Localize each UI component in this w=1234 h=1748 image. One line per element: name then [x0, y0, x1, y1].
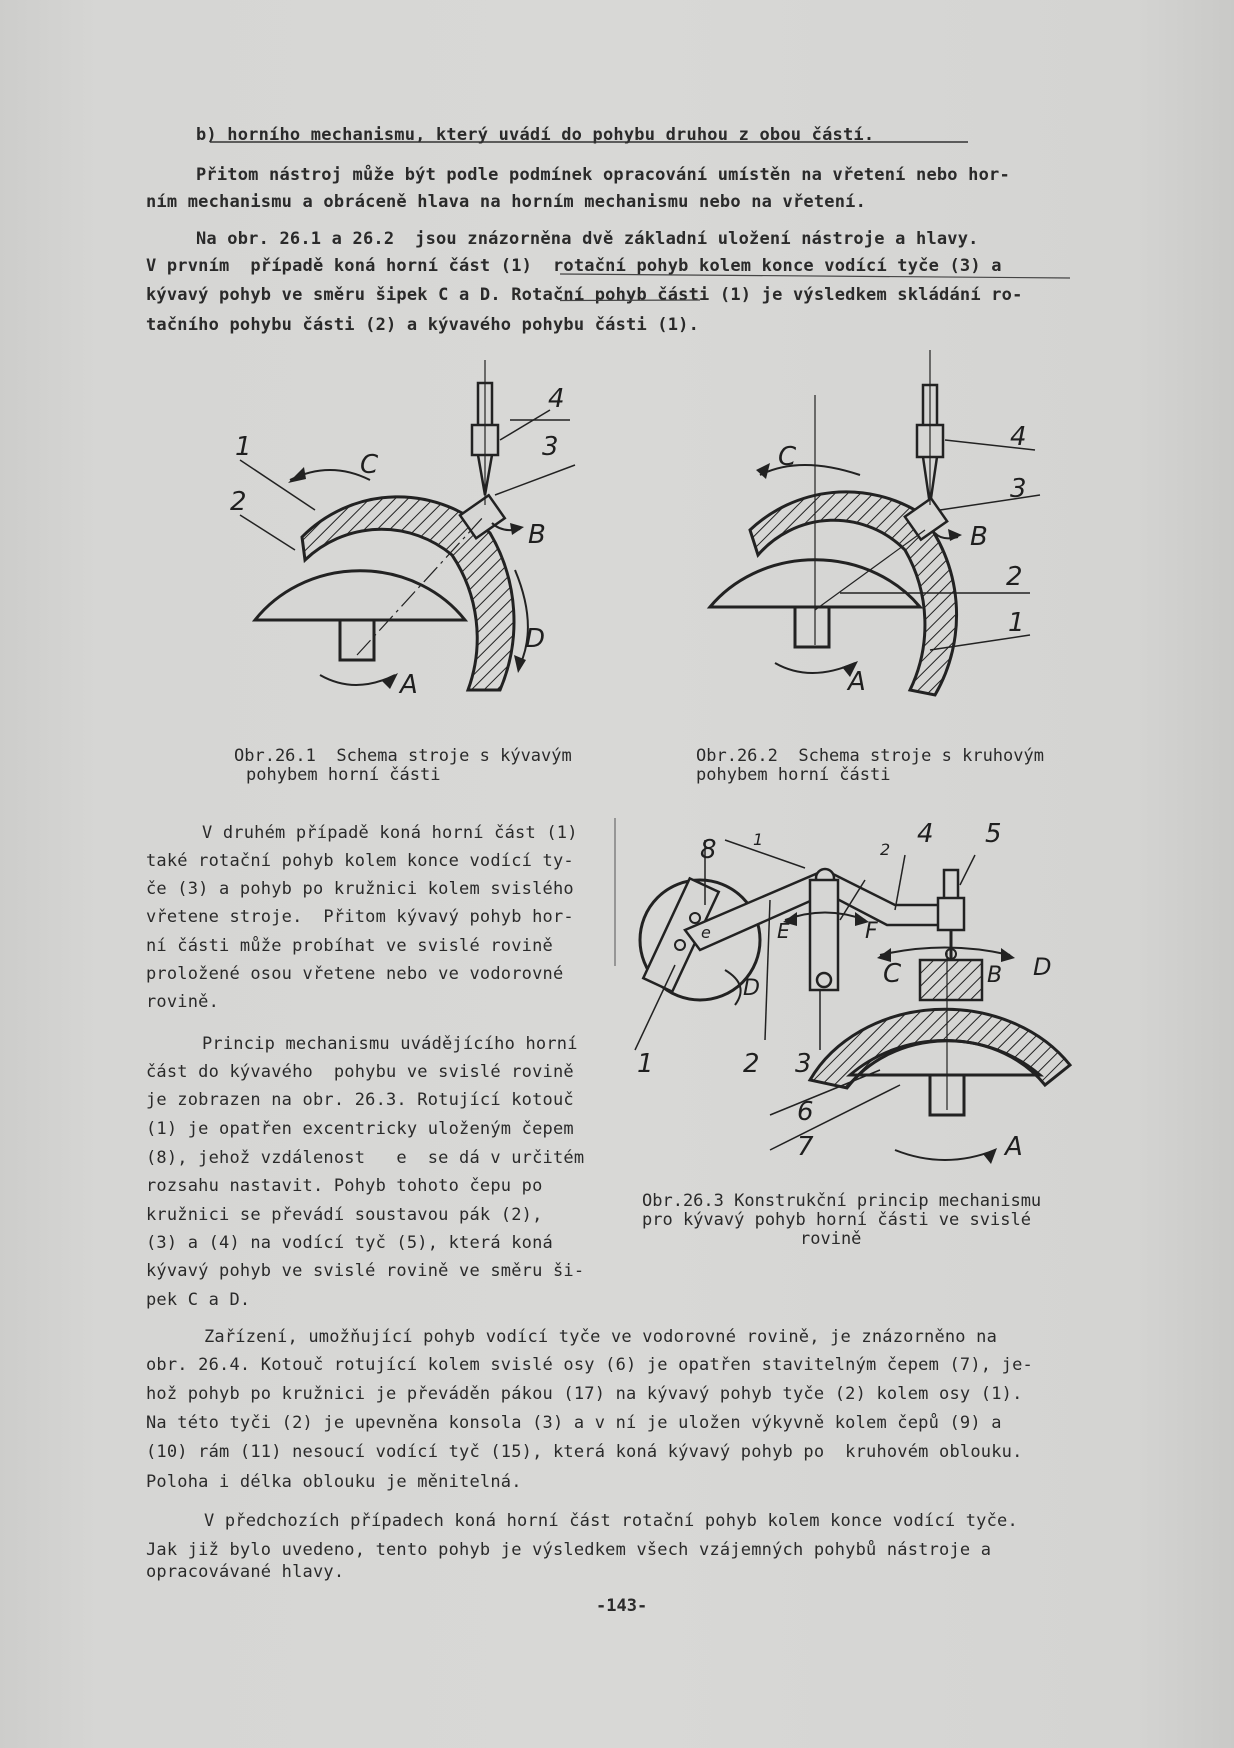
para4-line-6: rozsahu nastavit. Pohyb tohoto čepu po — [146, 1176, 543, 1196]
figure-26-1 — [220, 355, 600, 715]
para4-line-1: Princip mechanismu uvádějícího horní — [202, 1034, 578, 1054]
para4-line-10: pek C a D. — [146, 1290, 251, 1310]
fig3-label-d-disc: D — [743, 976, 760, 1001]
para5-line-4: Na této tyči (2) je upevněna konsola (3) a v ní je uložen výkyvně kolem čepů (9) a — [146, 1413, 1002, 1433]
para4-line-4: (1) je opatřen excentricky uloženým čepem — [146, 1119, 574, 1139]
figure-26-2 — [690, 345, 1070, 715]
para3-line-5: ní části může probíhat ve svislé rovině — [146, 936, 553, 956]
fig3-label-d: D — [1033, 953, 1052, 981]
fig1-label-a: A — [400, 670, 418, 700]
fig2-label-2: 2 — [1006, 562, 1023, 592]
para6-line-3: opracovávané hlavy. — [146, 1562, 345, 1582]
fig3-label-2-top: 2 — [880, 840, 891, 859]
fig2-label-a: A — [848, 667, 866, 697]
fig1-label-c: C — [360, 450, 379, 480]
fig3-label-2: 2 — [743, 1049, 760, 1079]
fig3-caption-line-2: pro kývavý pohyb horní části ve svislé — [642, 1210, 1031, 1230]
para3-line-1: V druhém případě koná horní část (1) — [202, 823, 578, 843]
para1-line-2: ním mechanismu a obráceně hlava na horním mechanismu nebo na vřetení. — [146, 192, 867, 212]
fig3-label-b: B — [987, 963, 1003, 988]
para4-line-3: je zobrazen na obr. 26.3. Rotující kotouč — [146, 1090, 574, 1110]
fig1-label-4: 4 — [548, 384, 565, 414]
fig3-label-1-top: 1 — [753, 830, 764, 849]
fig2-label-1: 1 — [1008, 608, 1025, 638]
fig1-caption-line-2: pohybem horní části — [246, 765, 441, 785]
para3-line-6: proložené osou vřetene nebo ve vodorovné — [146, 964, 564, 984]
fig3-label-f: F — [865, 919, 878, 944]
para2-line-4: tačního pohybu části (2) a kývavého pohybu části (1). — [146, 315, 700, 335]
para4-line-8: (3) a (4) na vodící tyč (5), která koná — [146, 1233, 553, 1253]
para6-line-2: Jak již bylo uvedeno, tento pohyb je výsledkem všech vzájemných pohybů nástroje a — [146, 1540, 992, 1560]
section-heading-b: b) horního mechanismu, který uvádí do pohybu druhou z obou částí. — [196, 125, 875, 145]
fig2-label-c: C — [778, 442, 797, 472]
fig1-label-b: B — [528, 520, 546, 550]
para3-line-3: če (3) a pohyb po kružnici kolem svislého — [146, 879, 574, 899]
para5-line-5: (10) rám (11) nesoucí vodící tyč (15), která koná kývavý pohyb po kruhovém oblouku. — [146, 1442, 1023, 1462]
para3-line-2: také rotační pohyb kolem konce vodící ty- — [146, 851, 574, 871]
fig1-caption-line-1: Obr.26.1 Schema stroje s kývavým — [234, 746, 572, 766]
hand-underline-para2 — [560, 272, 1080, 306]
fig3-label-e-upper: E — [777, 919, 790, 943]
heading-underline — [210, 139, 970, 145]
para5-line-2: obr. 26.4. Kotouč rotující kolem svislé osy (6) je opatřen stavitelným čepem (7), je- — [146, 1355, 1033, 1375]
para1-line-1: Přitom nástroj může být podle podmínek opracování umístěn na vřetení nebo hor- — [196, 165, 1010, 185]
fig2-label-4: 4 — [1010, 422, 1027, 452]
fig3-label-4: 4 — [917, 819, 934, 849]
fig2-caption-line-1: Obr.26.2 Schema stroje s kruhovým — [696, 746, 1044, 766]
fig3-label-6: 6 — [797, 1097, 814, 1127]
fig1-label-3: 3 — [542, 432, 559, 462]
para5-line-6: Poloha i délka oblouku je měnitelná. — [146, 1472, 522, 1492]
para3-line-7: rovině. — [146, 992, 220, 1012]
para4-line-5: (8), jehož vzdálenost e se dá v určitém — [146, 1148, 585, 1168]
para6-line-1: V předchozích případech koná horní část rotační pohyb kolem konce vodící tyče. — [204, 1511, 1018, 1531]
fig2-label-b: B — [970, 522, 988, 552]
fig1-label-1: 1 — [235, 432, 252, 462]
fig3-label-1: 1 — [637, 1049, 654, 1079]
fig1-label-d: D — [525, 624, 546, 654]
figure-26-3 — [625, 810, 1075, 1180]
fig3-label-3: 3 — [795, 1049, 812, 1079]
fig2-caption-line-2: pohybem horní části — [696, 765, 891, 785]
fig3-label-e: e — [701, 923, 711, 942]
para5-line-3: hož pohyb po kružnici je převáděn pákou (17) na kývavý pohyb tyče (2) kolem osy (1). — [146, 1384, 1023, 1404]
fig3-label-8: 8 — [700, 835, 717, 865]
fig3-label-c: C — [883, 959, 902, 989]
para3-line-4: vřetene stroje. Přitom kývavý pohyb hor- — [146, 907, 574, 927]
para4-line-7: kružnici se převádí soustavou pák (2), — [146, 1205, 543, 1225]
para4-line-9: kývavý pohyb ve svislé rovině ve směru ši- — [146, 1261, 585, 1281]
para5-line-1: Zařízení, umožňující pohyb vodící tyče ve vodorovné rovině, je znázorněno na — [204, 1327, 998, 1347]
page-number: -143- — [596, 1596, 648, 1616]
para2-line-3: kývavý pohyb ve směru šipek C a D. Rotační pohyb části (1) je výsledkem skládání ro- — [146, 285, 1023, 305]
fig3-caption-line-3: rovině — [800, 1229, 862, 1249]
para2-line-1: Na obr. 26.1 a 26.2 jsou znázorněna dvě základní uložení nástroje a hlavy. — [196, 229, 979, 249]
margin-rule — [612, 818, 620, 968]
fig2-label-3: 3 — [1010, 474, 1027, 504]
fig1-label-2: 2 — [230, 487, 247, 517]
para2-line-2: V prvním případě koná horní část (1) rotační pohyb kolem konce vodící tyče (3) a — [146, 256, 1002, 276]
fig3-caption-line-1: Obr.26.3 Konstrukční princip mechanismu — [642, 1191, 1042, 1211]
fig3-label-5: 5 — [985, 819, 1002, 849]
fig3-label-a: A — [1005, 1132, 1023, 1162]
fig3-label-7: 7 — [797, 1132, 814, 1162]
para4-line-2: část do kývavého pohybu ve svislé rovině — [146, 1062, 574, 1082]
